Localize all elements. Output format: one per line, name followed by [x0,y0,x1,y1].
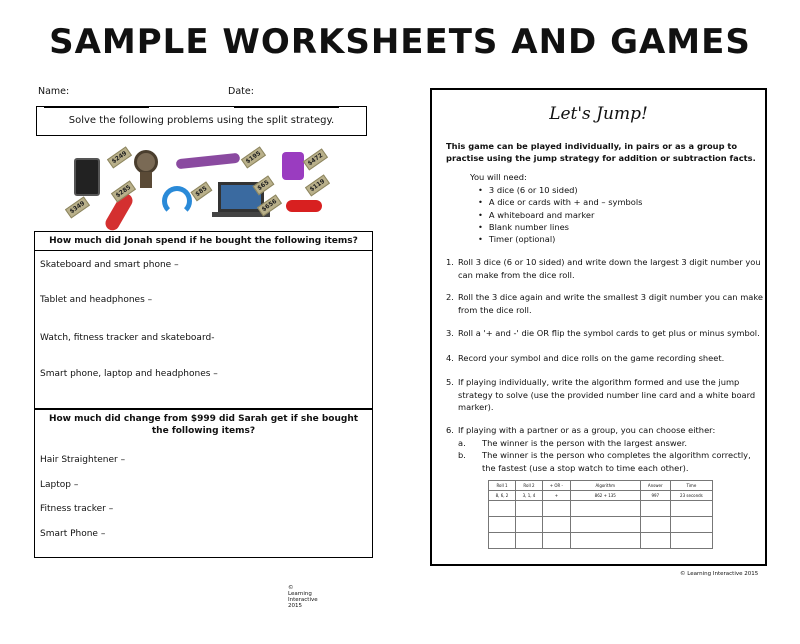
name-field [38,86,149,108]
needs-heading: You will need: [470,172,527,182]
needs-item: • A whiteboard and marker [488,209,643,221]
step-4: 4. Record your symbol and dice rolls on the game recording sheet. [446,353,725,363]
table-header: + OR - [542,481,570,491]
table-header: Algorithm [570,481,640,491]
needs-item: • A dice or cards with + and – symbols [488,196,643,208]
watch-image [134,150,158,174]
step-text: If playing with a partner or as a group, you can choose either: [458,425,716,435]
table-row [489,517,713,533]
price-tag: $285 [111,180,136,202]
price-tag: $349 [65,196,90,218]
step-text: Roll a '+ and -' die OR flip the symbol cards to get plus or minus symbol. [458,328,760,338]
price-tag: $472 [303,148,328,170]
question-item: Watch, fitness tracker and skateboard- [40,333,215,343]
step-6-option-b: b. The winner is the person who completes the algorithm correctly, the fastest (use a stop watch to time each other). [458,450,751,473]
hair-straightener-image [176,153,241,170]
needs-item: • Blank number lines [488,221,643,233]
name-label: Name: [38,86,70,97]
copyright-left: © Learning Interactive 2015 [288,585,318,609]
price-tag: $85 [191,182,212,202]
step-2: 2. Roll the 3 dice again and write the smallest 3 digit number you can make from the dice roll. [446,292,763,315]
price-tag: $195 [241,146,266,168]
step-6: 6. If playing with a partner or as a group, you can choose either: a. The winner is the person with the largest answer. b. The winner is the person who completes the algorithm correctly, the fastest (use a stop watch to time each other). [446,424,764,474]
table-row [489,501,713,517]
step-text: Roll the 3 dice again and write the smallest 3 digit number you can make from the dice roll. [458,292,763,315]
question-item: Smart Phone – [40,529,106,539]
page-banner: SAMPLE WORKSHEETS AND GAMES [49,22,751,62]
question-item: Tablet and headphones – [40,295,153,305]
needs-item: • Timer (optional) [488,233,643,245]
step-text: Roll 3 dice (6 or 10 sided) and write down the largest 3 digit number you can make from the dice roll. [458,257,761,280]
price-tag: $656 [257,194,282,216]
tablet-image [74,158,100,196]
headphones-image [162,186,192,216]
question-item: Fitness tracker – [40,504,114,514]
question-item: Skateboard and smart phone – [40,260,179,270]
copyright-right: © Learning Interactive 2015 [680,571,759,577]
needs-item: • 3 dice (6 or 10 sided) [488,184,643,196]
step-3: 3. Roll a '+ and -' die OR flip the symbol cards to get plus or minus symbol. [446,328,760,338]
table-header: Answer [640,481,670,491]
question-section-2 [34,409,373,558]
needs-list [488,184,643,245]
table-row [489,533,713,549]
step-text: Record your symbol and dice rolls on the game recording sheet. [458,353,725,363]
question-item: Smart phone, laptop and headphones – [40,369,218,379]
section-1-heading: How much did Jonah spend if he bought the following items? [35,232,372,251]
date-label: Date: [228,86,254,97]
step-text: If playing individually, write the algorithm formed and use the jump strategy to solve (use the provided number line card and a white board marker). [458,377,756,412]
watch-strap [140,172,152,188]
section-2-heading: How much did change from $999 did Sarah get if she bought the following items? [48,414,359,436]
game-card [430,88,767,566]
smart-phone-image [282,152,304,180]
price-tag: $119 [305,174,330,196]
table-header: Roll 1 [489,481,516,491]
price-tag: $65 [253,176,274,196]
step-1: 1. Roll 3 dice (6 or 10 sided) and write down the largest 3 digit number you can make from the dice roll. [446,256,764,281]
instruction-box: Solve the following problems using the split strategy. [36,106,367,136]
table-header: Roll 2 [515,481,542,491]
price-tag: $249 [107,146,132,168]
question-item: Hair Straightener – [40,455,126,465]
question-section-1 [34,231,373,409]
game-intro: This game can be played individually, in pairs or as a group to practise using the jump strategy for addition or subtraction facts. [446,141,756,163]
product-images [60,146,360,228]
date-field [228,86,339,108]
table-row: 8, 6, 2 3, 1, 4 + 862 + 135 997 23 seconds [489,491,713,501]
table-header: Time [670,481,712,491]
step-5: 5. If playing individually, write the algorithm formed and use the jump strategy to solve (use the provided number line card and a white board marker). [446,376,764,414]
game-title: Let's Jump! [549,104,648,124]
fitness-tracker-image [286,200,322,212]
step-6-option-a: a. The winner is the person with the largest answer. [458,437,687,448]
recording-table [488,480,713,549]
question-item: Laptop – [40,480,79,490]
